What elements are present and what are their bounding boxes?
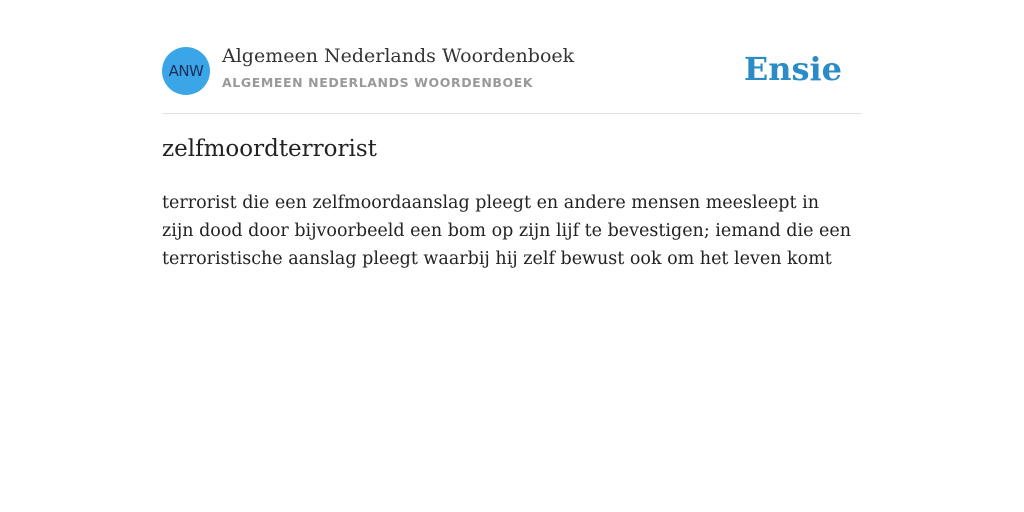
definition-text: terrorist die een zelfmoordaanslag pleegt en andere mensen meesleept in zijn dood door bijvoorbeeld een bom op zijn lijf te bevestigen; iemand die een terroristische aanslag pleegt waarbij hij zelf bewust ook om het leven komt [162,193,851,269]
source-logo [162,47,210,95]
brand-logo[interactable]: Ensie [743,50,842,88]
source-logo-text: ANW [168,62,204,80]
entry-card [162,0,862,269]
source-title: Algemeen Nederlands Woordenboek [222,45,575,67]
source-subtitle: ALGEMEEN NEDERLANDS WOORDENBOEK [222,75,534,90]
card-header [162,0,862,114]
headword: zelfmoordterrorist [162,136,377,162]
